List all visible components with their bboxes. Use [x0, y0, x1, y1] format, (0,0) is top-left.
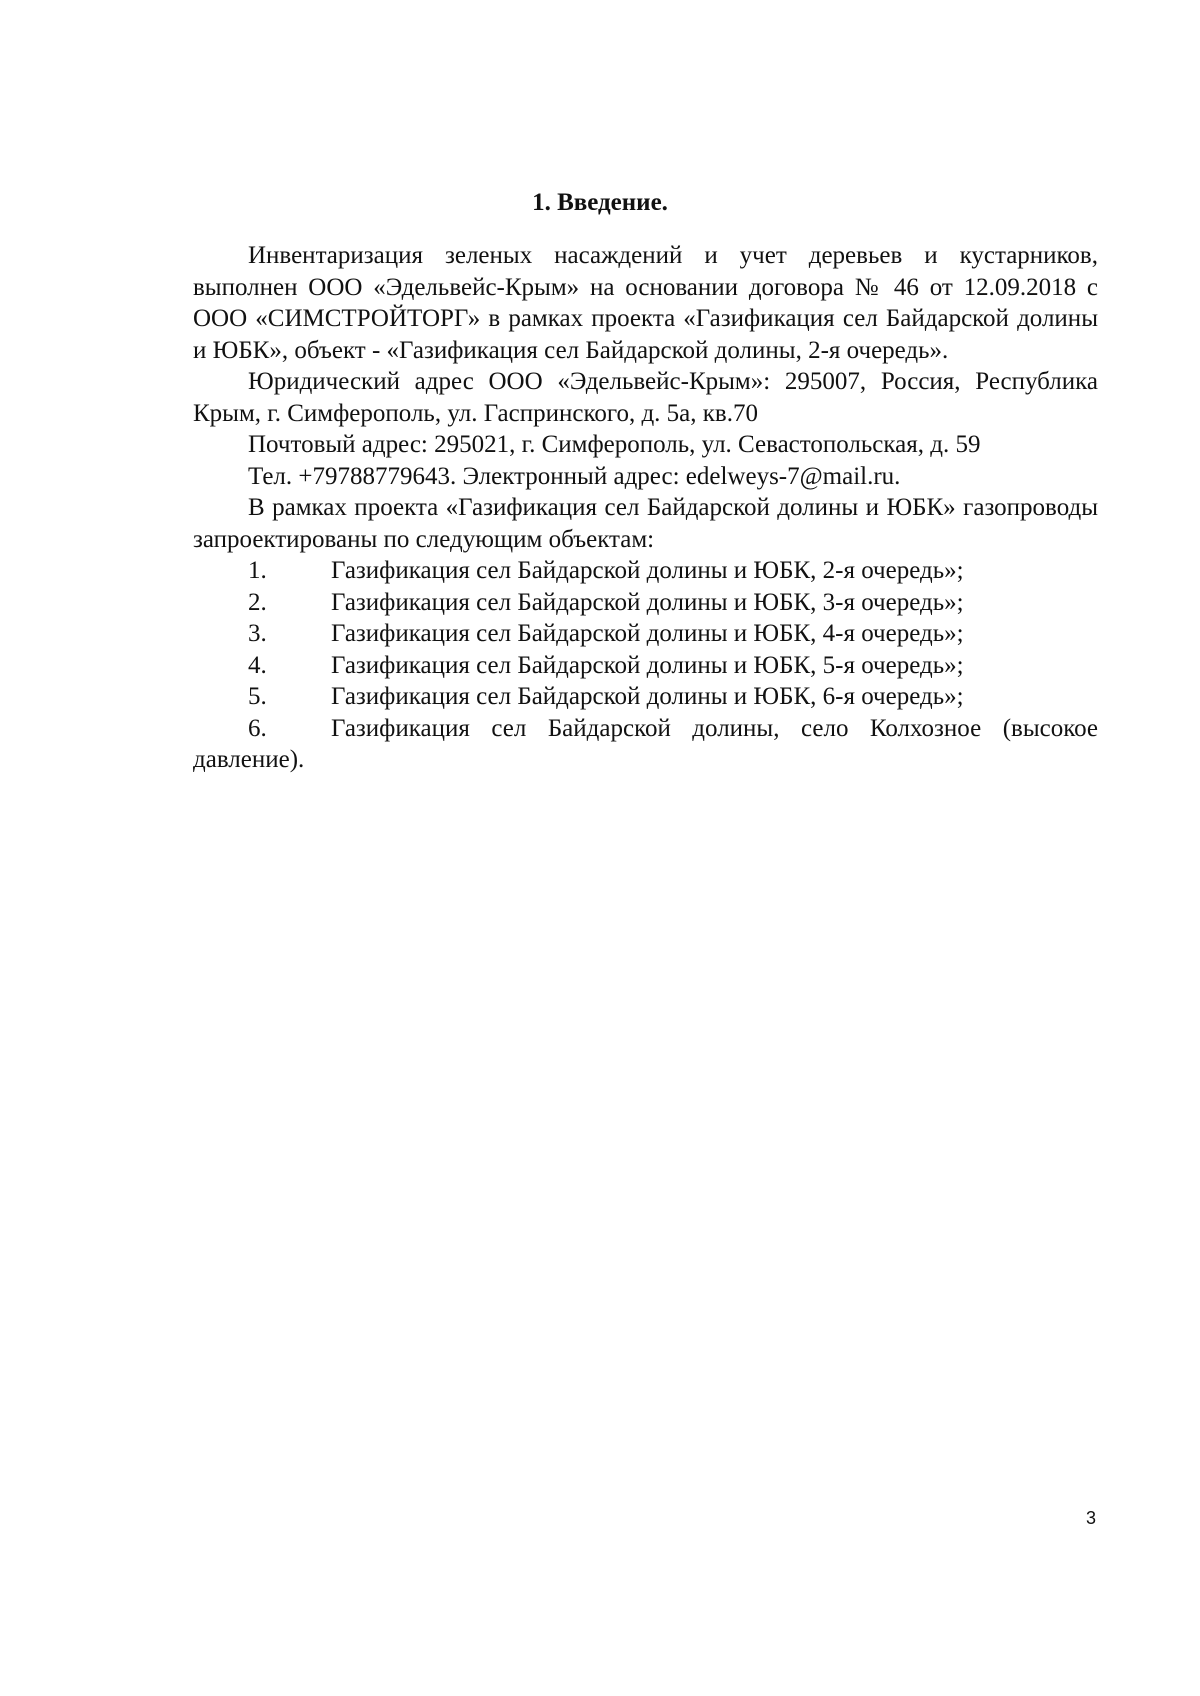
list-item-text: Газификация сел Байдарской долины и ЮБК, 3-я очередь»; — [331, 588, 964, 616]
list-item — [193, 587, 1098, 619]
list-item-text: Газификация сел Байдарской долины и ЮБК, 2-я очередь»; — [331, 557, 964, 584]
list-item — [193, 555, 1098, 587]
document-body — [193, 240, 1098, 776]
list-item — [193, 681, 1098, 713]
list-item — [193, 713, 1098, 776]
section-title: 1. Введение. — [532, 189, 668, 216]
page-number: 3 — [1086, 1508, 1097, 1528]
objects-list — [193, 555, 1098, 776]
list-item — [193, 650, 1098, 682]
list-item-number: 1. — [248, 557, 267, 584]
contacts: Тел. +79788779643. Электронный адрес: edelweys-7@mail.ru. — [248, 462, 901, 490]
list-item — [193, 618, 1098, 650]
objects-intro: В рамках проекта «Газификация сел Байдарской долины и ЮБК» газопроводы запроектированы по следующим объектам: — [193, 494, 1098, 553]
list-item-text: Газификация сел Байдарской долины, село Колхозное (высокое давление). — [193, 714, 1098, 773]
list-item-number: 4. — [248, 651, 267, 679]
list-item-number: 5. — [248, 683, 267, 710]
postal-address: Почтовый адрес: 295021, г. Симферополь, ул. Севастопольская, д. 59 — [248, 431, 981, 458]
list-item-text: Газификация сел Байдарской долины и ЮБК, 4-я очередь»; — [331, 620, 964, 647]
list-item-number: 3. — [248, 620, 267, 647]
list-item-number: 2. — [248, 588, 267, 616]
intro-paragraph: Инвентаризация зеленых насаждений и учет деревьев и кустарников, выполнен ООО «Эдельвейс-Крым» на основании договора № 46 от 12.09.2018 с ООО «СИМСТРОЙТОРГ» в рамках проекта «Газификация сел Байдарской долины и ЮБК», объект - «Газификация сел Байдарской долины, 2-я очередь». — [193, 242, 1098, 364]
legal-address: Юридический адрес ООО «Эдельвейс-Крым»: 295007, Россия, Республика Крым, г. Симферополь, ул. Гаспринского, д. 5а, кв.70 — [193, 368, 1098, 427]
list-item-number: 6. — [248, 714, 267, 742]
list-item-text: Газификация сел Байдарской долины и ЮБК, 6-я очередь»; — [331, 683, 964, 710]
list-item-text: Газификация сел Байдарской долины и ЮБК, 5-я очередь»; — [331, 651, 964, 679]
